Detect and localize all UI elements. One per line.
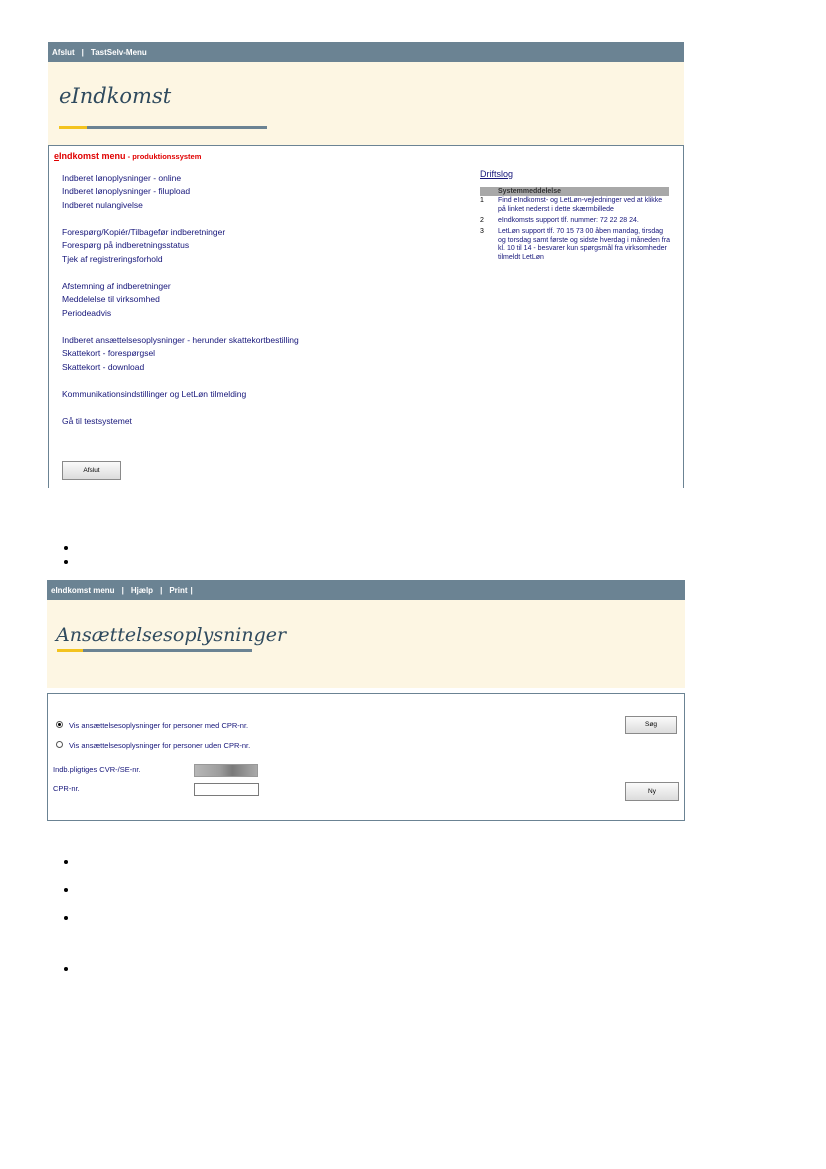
bullet-point: [64, 860, 68, 864]
radio-with-cpr[interactable]: [56, 721, 63, 728]
link-afstemning[interactable]: Afstemning af indberetninger: [62, 281, 171, 291]
link-indberet-loen-online[interactable]: Indberet lønoplysninger - online: [62, 173, 182, 183]
system-message: 2 eIndkomsts support tlf. nummer: 72 22 28 24.: [480, 217, 639, 224]
afslut-button[interactable]: Afslut: [62, 461, 121, 480]
page-title: Ansættelsesoplysninger: [56, 624, 287, 646]
cvr-se-label: Indb.pligtiges CVR-/SE-nr.: [53, 765, 141, 774]
link-ansaettelsesoplysninger[interactable]: Indberet ansættelsesoplysninger - herunder skattekortbestilling: [62, 335, 299, 345]
ansaettelsesoplysninger-screenshot: [47, 580, 685, 821]
cpr-input[interactable]: [194, 783, 259, 796]
search-form-panel: [47, 693, 685, 821]
nav-separator: |: [160, 585, 163, 595]
bullet-point: [64, 546, 68, 550]
nav-separator: |: [81, 47, 84, 57]
link-forespoerg-kopier[interactable]: Forespørg/Kopiér/Tilbagefør indberetninger: [62, 227, 226, 237]
link-periodeadvis[interactable]: Periodeadvis: [62, 308, 112, 318]
link-meddelelse[interactable]: Meddelelse til virksomhed: [62, 294, 160, 304]
soeg-button[interactable]: Søg: [625, 716, 677, 734]
system-messages-header: Systemmeddelelse: [480, 187, 669, 196]
eindkomst-menu-screenshot: [48, 42, 684, 488]
cpr-label: CPR-nr.: [53, 784, 80, 793]
link-indberet-nulangivelse[interactable]: Indberet nulangivelse: [62, 200, 143, 210]
link-kommunikationsindstillinger[interactable]: Kommunikationsindstillinger og LetLøn tilmelding: [62, 389, 247, 399]
link-registreringsforhold[interactable]: Tjek af registreringsforhold: [62, 254, 163, 264]
menu-panel: [48, 145, 684, 488]
nav-eindkomst-menu-link[interactable]: eIndkomst menu: [51, 585, 115, 595]
top-nav-bar: [48, 42, 684, 62]
radio-with-cpr-label: Vis ansættelsesoplysninger for personer med CPR-nr.: [69, 721, 249, 730]
menu-title: eIndkomst menu - produktionssystem: [54, 151, 202, 161]
system-message: 3 LetLøn support tlf. 70 15 73 00 åben mandag, tirsdag og torsdag samt første og sidste hverdag i måneden fra kl. 10 til 14 - besvarer kun spørgsmål fra virksomheder tilmeldt LetLøn: [480, 228, 670, 261]
radio-without-cpr[interactable]: [56, 741, 63, 748]
title-underline: [59, 126, 267, 129]
nav-separator: |: [121, 585, 124, 595]
ny-button[interactable]: Ny: [625, 782, 679, 801]
link-testsystemet[interactable]: Gå til testsystemet: [62, 416, 132, 426]
nav-print-link[interactable]: Print: [169, 585, 188, 595]
page-banner: [48, 62, 684, 145]
bullet-point: [64, 888, 68, 892]
link-skattekort-download[interactable]: Skattekort - download: [62, 362, 145, 372]
nav-tastselv-menu-link[interactable]: TastSelv-Menu: [90, 47, 147, 57]
link-skattekort-forespoergsel[interactable]: Skattekort - forespørgsel: [62, 348, 156, 358]
cvr-se-field: [194, 764, 258, 777]
link-indberet-loen-filupload[interactable]: Indberet lønoplysninger - filupload: [62, 186, 191, 196]
title-underline: [57, 649, 252, 652]
page-title: eIndkomst: [59, 84, 172, 108]
page-banner: [47, 600, 685, 688]
nav-separator: |: [190, 585, 193, 595]
bullet-point: [64, 560, 68, 564]
nav-hjaelp-link[interactable]: Hjælp: [130, 585, 154, 595]
top-nav-bar: [47, 580, 685, 600]
radio-without-cpr-label: Vis ansættelsesoplysninger for personer uden CPR-nr.: [69, 741, 251, 750]
bullet-point: [64, 967, 68, 971]
bullet-point: [64, 916, 68, 920]
driftslog-link[interactable]: Driftslog: [480, 169, 514, 179]
link-indberetningsstatus[interactable]: Forespørg på indberetningsstatus: [62, 240, 190, 250]
system-message: 1 Find eIndkomst- og LetLøn-vejledninger ved at klikke på linket nederst i dette skærmbillede: [480, 197, 663, 213]
nav-afslut-link[interactable]: Afslut: [52, 47, 75, 57]
